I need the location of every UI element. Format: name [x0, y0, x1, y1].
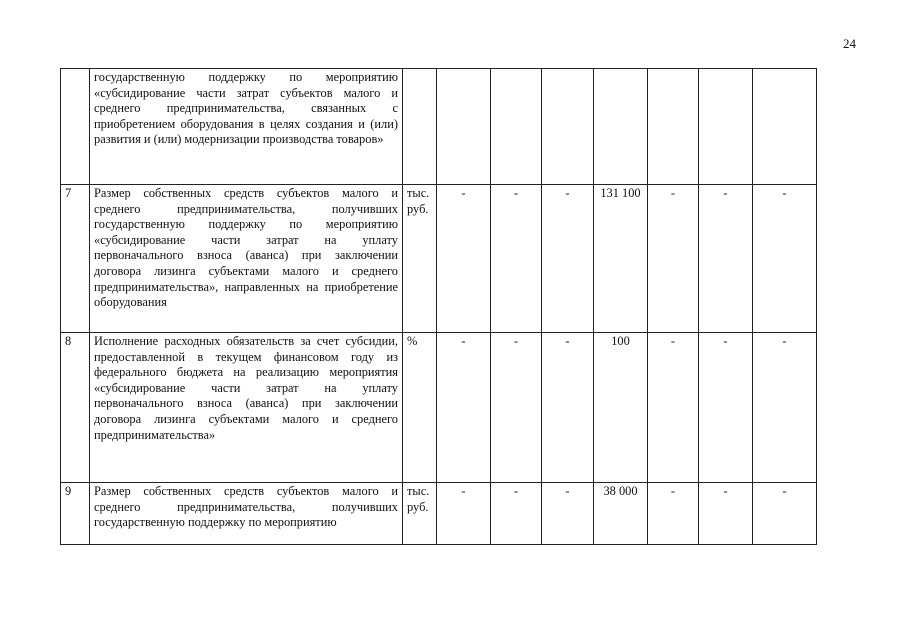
- value-cell: -: [753, 483, 817, 545]
- value-cell: -: [491, 333, 542, 483]
- unit-cell: тыс. руб.: [403, 483, 437, 545]
- indicator-description: Размер собственных средств субъектов малого и среднего предпринимательства, получивших государственную поддержку по мероприятию «субсидирование части затрат на уплату первоначального взноса (аванса) при заключении договора лизинга субъектами малого и среднего предпринимательства», направленных на приобретение оборудования: [90, 185, 403, 333]
- value-cell: 38 000: [594, 483, 648, 545]
- value-cell: [594, 69, 648, 185]
- value-cell: -: [437, 333, 491, 483]
- page-number: 24: [843, 36, 856, 51]
- value-cell: -: [542, 185, 594, 333]
- indicator-description: Исполнение расходных обязательств за счет субсидии, предоставленной в текущем финансовом году из федерального бюджета на реализацию мероприятия «субсидирование части затрат на уплату первоначального взноса (аванса) при заключении договора лизинга субъектами малого и среднего предпринимательства»: [90, 333, 403, 483]
- value-cell: -: [753, 333, 817, 483]
- value-cell: [437, 69, 491, 185]
- value-cell: -: [648, 483, 699, 545]
- value-cell: 100: [594, 333, 648, 483]
- unit-cell: тыс. руб.: [403, 185, 437, 333]
- value-cell: -: [753, 185, 817, 333]
- indicators-table: [60, 68, 817, 545]
- value-cell: -: [542, 483, 594, 545]
- value-cell: 131 100: [594, 185, 648, 333]
- value-cell: [648, 69, 699, 185]
- value-cell: -: [699, 333, 753, 483]
- indicator-description: Размер собственных средств субъектов малого и среднего предпринимательства, получивших государственную поддержку по мероприятию: [90, 483, 403, 545]
- value-cell: [699, 69, 753, 185]
- unit-cell: [403, 69, 437, 185]
- row-number: 9: [61, 483, 90, 545]
- table-row: [61, 69, 817, 185]
- row-number: 7: [61, 185, 90, 333]
- row-number: [61, 69, 90, 185]
- value-cell: -: [542, 333, 594, 483]
- row-number: 8: [61, 333, 90, 483]
- value-cell: -: [491, 185, 542, 333]
- value-cell: [753, 69, 817, 185]
- value-cell: -: [648, 185, 699, 333]
- table-row: [61, 185, 817, 333]
- indicator-description: государственную поддержку по мероприятию «субсидирование части затрат субъектов малого и среднего предпринимательства, связанных с приобретением оборудования в целях создания и (или) развития и (или) модернизации производства товаров»: [90, 69, 403, 185]
- value-cell: -: [699, 483, 753, 545]
- unit-cell: %: [403, 333, 437, 483]
- table-row: [61, 483, 817, 545]
- value-cell: -: [699, 185, 753, 333]
- table-row: [61, 333, 817, 483]
- value-cell: -: [437, 483, 491, 545]
- value-cell: [542, 69, 594, 185]
- value-cell: [491, 69, 542, 185]
- value-cell: -: [437, 185, 491, 333]
- value-cell: -: [648, 333, 699, 483]
- value-cell: -: [491, 483, 542, 545]
